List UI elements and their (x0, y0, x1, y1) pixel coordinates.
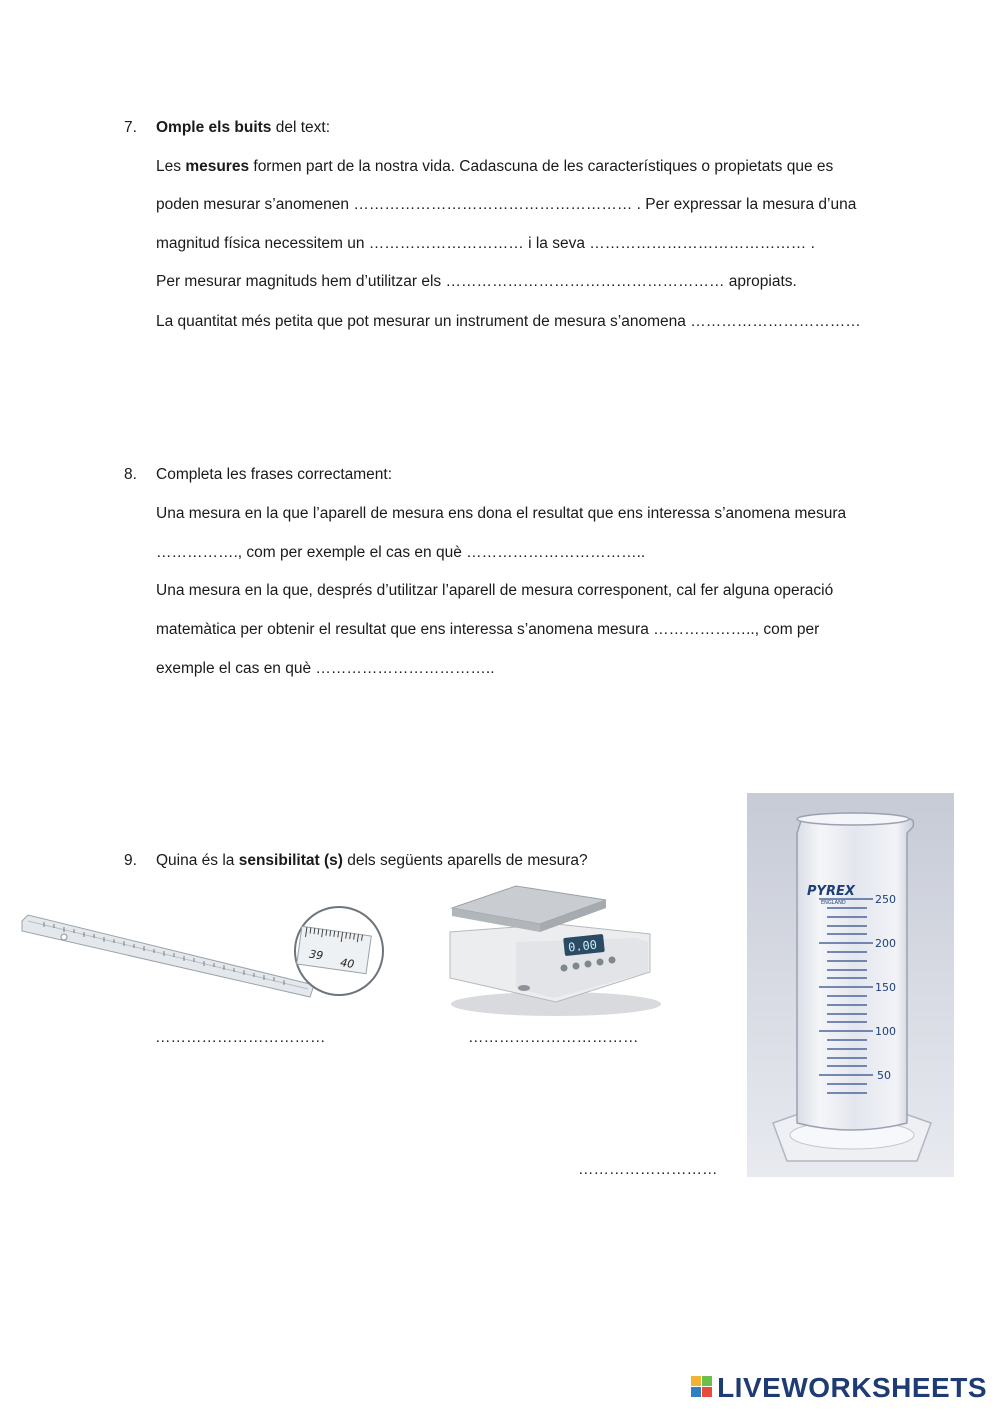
q7-title-bold: Omple els buits (156, 119, 272, 136)
q9-number: 9. (124, 852, 137, 869)
balance-image (436, 876, 666, 1018)
q7-line-4[interactable]: Per mesurar magnituds hem d’utilitzar els ……………………………………………… apropiats. (156, 273, 797, 290)
ruler-zoom-label-39: 39 (308, 947, 324, 963)
q7-line1-b: formen part de la nostra vida. Cadascuna de les característiques o propietats que es (249, 158, 834, 175)
q8-line-4[interactable]: matemàtica per obtenir el resultat que ens interessa s’anomena mesura ……………….., com per (156, 621, 820, 638)
q7-number: 7. (124, 119, 137, 136)
cylinder-mark-200: 200 (875, 937, 896, 950)
q7-line-5[interactable]: La quantitat més petita que pot mesurar un instrument de mesura s’anomena …………………………… (156, 313, 861, 330)
q8-line-2[interactable]: ……………., com per exemple el cas en què …………………………….. (156, 544, 646, 561)
q9-title-b: dels següents aparells de mesura? (342, 852, 588, 869)
q7-line-2[interactable]: poden mesurar s’anomenen ……………………………………………… . Per expressar la mesura d’una (156, 196, 857, 213)
cylinder-mark-250: 250 (875, 893, 896, 906)
cylinder-brand: PYREX (807, 884, 855, 899)
q9-title-bold: sensibilitat (s) (238, 852, 343, 869)
cylinder-origin: ENGLAND (821, 900, 846, 906)
cylinder-mark-150: 150 (875, 981, 896, 994)
q9-title (156, 852, 588, 870)
q7-line1-bold: mesures (185, 158, 250, 175)
q9-title-a: Quina és la (156, 852, 239, 869)
q8-line-1: Una mesura en la que l’aparell de mesura ens dona el resultat que ens interessa s’anomena mesura (156, 505, 847, 522)
liveworksheets-logo-text: LIVEWORKSHEETS (717, 1372, 987, 1403)
q7-line-3[interactable]: magnitud física necessitem un ………………………… i la seva …………………………………… . (156, 235, 815, 252)
cylinder-mark-100: 100 (875, 1025, 896, 1038)
q7-line-1 (156, 158, 833, 176)
cylinder-mark-50: 50 (877, 1069, 891, 1082)
q7-title (156, 119, 330, 137)
q8-number: 8. (124, 466, 137, 483)
cylinder-answer-blank[interactable]: ……………………… (578, 1161, 718, 1178)
balance-answer-blank[interactable]: …………………………… (468, 1029, 639, 1046)
liveworksheets-logo (691, 1372, 987, 1404)
balance-display: 0.00 (567, 937, 598, 955)
q8-line-3: Una mesura en la que, després d’utilitzar l’aparell de mesura corresponent, cal fer alguna operació (156, 582, 834, 599)
ruler-image (14, 903, 388, 1005)
ruler-zoom-label-40: 40 (339, 956, 356, 971)
ruler-answer-blank[interactable]: …………………………… (155, 1029, 326, 1046)
graduated-cylinder-image (747, 793, 954, 1177)
q8-title: Completa les frases correctament: (156, 466, 393, 483)
liveworksheets-logo-icon (691, 1376, 713, 1398)
q7-line1-a: Les (156, 158, 186, 175)
q8-line-5[interactable]: exemple el cas en què …………………………….. (156, 660, 495, 677)
q7-title-rest: del text: (271, 119, 331, 136)
